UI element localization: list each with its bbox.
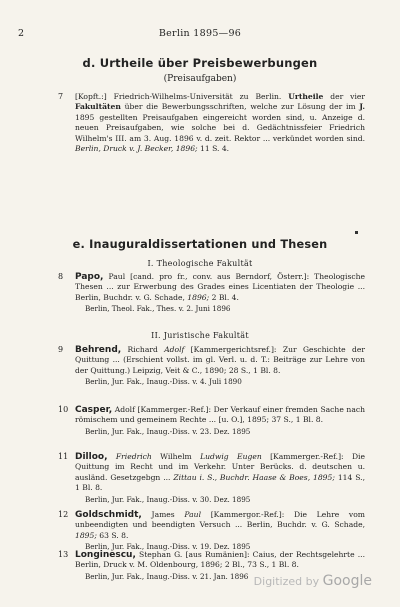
author-name: Behrend, bbox=[75, 345, 122, 355]
entry-number: 9 bbox=[58, 345, 64, 354]
entry-bold: Fakultäten bbox=[75, 102, 121, 112]
entry-number: 10 bbox=[58, 405, 69, 414]
author-name: Longinescu, bbox=[75, 550, 136, 560]
entry-text: der vier bbox=[323, 92, 365, 101]
entry-year: 1896; bbox=[187, 292, 210, 302]
watermark-prefix: Digitized by bbox=[253, 575, 320, 588]
author-name: Papo, bbox=[75, 272, 104, 282]
entry-location: Berlin, Jur. Fak., Inaug.-Diss. v. 30. Dez. 1895 bbox=[85, 494, 251, 504]
entry-text: 114 S., 1 Bl. 8. bbox=[75, 472, 365, 493]
entry-7 bbox=[58, 92, 365, 154]
entry-text: James bbox=[141, 510, 185, 519]
entry-imprint: Zittau i. S., Buchdr. Haase & Boes, 1895; bbox=[173, 472, 335, 482]
section-e-title: e. Inauguraldissertationen und Thesen bbox=[72, 238, 328, 251]
entry-italic: Paul bbox=[184, 510, 202, 519]
entry-location: Berlin, Jur. Fak., Inaug.-Diss. v. 23. Dez. 1895 bbox=[85, 426, 251, 436]
entry-text: Paul [cand. pro fr., conv. aus Berndorf, Österr.]: Theologische Thesen ... zur Erwerbung des Grades eines Licentiaten der Theologie ... Berlin, Buchdr. v. G. Schade, bbox=[75, 272, 365, 302]
entry-number: 12 bbox=[58, 510, 69, 519]
entry-text: [Kammergor.-Ref.]: Die Lehre vom unbeendigten und beendigten Versuch ... Berlin, Buchdr. v. G. Schade, bbox=[75, 510, 365, 530]
entry-10 bbox=[58, 405, 365, 437]
entry-location: Berlin, Jur. Fak., Inaug.-Diss. v. 21. Jan. 1896 bbox=[85, 571, 249, 581]
print-speck bbox=[355, 231, 358, 234]
author-name: Dilloo, bbox=[75, 452, 108, 462]
entry-9 bbox=[58, 345, 366, 388]
entry-text: Richard bbox=[121, 345, 165, 354]
entry-text: [Kopft.:] Friedrich-Wilhelms-Universität zu Berlin. bbox=[75, 92, 289, 101]
entry-italic: Ludwig Eugen bbox=[200, 452, 262, 461]
entry-imprint: Berlin, Druck v. J. Becker, 1896; bbox=[75, 144, 198, 154]
entry-text bbox=[108, 452, 116, 461]
entry-italic: Friedrich bbox=[115, 452, 152, 461]
entry-text: Adolf [Kammerger.-Ref.]: Der Verkauf einer fremden Sache nach römischem und gemeinem Rechte ... [u. O.], 1895; 37 S., 1 Bl. 8. bbox=[75, 405, 365, 425]
entry-text: [Kammergerichtsref.]: Zur Geschichte der Quittung ... (Erschient vollst. im gl. Verl. u. d. T.: Beiträge zur Lehre von der Quittung.) Leipzig, Veit & C., 1890; 28 S., 1 Bl. 8. bbox=[75, 345, 366, 375]
entry-text: [Kammerger.-Ref.]: Die Quittung im Recht und im Verkehr. Unter Berücks. d. deutschen u. ausländ. Gesetzgebgn ... bbox=[75, 452, 365, 482]
entry-text: 63 S. 8. bbox=[96, 530, 129, 540]
entry-text: Wilhelm bbox=[151, 452, 201, 461]
entry-bold: Urtheile bbox=[288, 92, 324, 101]
author-name: Goldschmidt, bbox=[75, 510, 142, 520]
entry-number: 13 bbox=[58, 550, 69, 559]
entry-number: 8 bbox=[58, 272, 64, 281]
entry-12 bbox=[58, 510, 365, 553]
digitization-watermark bbox=[254, 573, 372, 589]
entry-number: 7 bbox=[58, 92, 64, 101]
section-d-title: d. Urtheile über Preisbewerbungen bbox=[82, 56, 318, 70]
page-header bbox=[18, 28, 382, 42]
running-head: Berlin 1895—96 bbox=[158, 28, 242, 39]
entry-text: 2 Bl. 4. bbox=[209, 292, 239, 302]
entry-year: 1895; bbox=[75, 530, 97, 540]
entry-text: 11 S. 4. bbox=[197, 144, 230, 154]
entry-11 bbox=[58, 452, 365, 505]
entry-italic: Adolf bbox=[164, 345, 185, 354]
subsection-theology: I. Theologische Fakultät bbox=[147, 259, 253, 268]
author-name: Casper, bbox=[75, 405, 113, 415]
entry-text: 1895 gestellten Preisaufgaben eingereicht worden sind, u. Anzeige d. neuen Preisaufgaben, wie solche bei d. Gedächtnissfeier Friedrich Wilhelm's III. am 3. Aug. 1896 v. d. zeit. Rektor ... verkündet worden sind. bbox=[75, 112, 365, 143]
entry-8 bbox=[58, 272, 365, 315]
entry-number: 11 bbox=[58, 452, 69, 461]
page-number: 2 bbox=[18, 28, 25, 39]
entry-location: Berlin, Jur. Fak., Inaug.-Diss. v. 19. Dez. 1895 bbox=[85, 542, 251, 552]
subsection-law: II. Juristische Fakultät bbox=[151, 331, 249, 340]
entry-text: über die Bewerbungsschriften, welche zur Lösung der im bbox=[120, 102, 360, 112]
entry-text: Stephan G. [aus Rumänien]: Caius, der Rechtsgelehrte ... Berlin, Druck v. M. Oldenbourg, 1896; 2 Bl., 73 S., 1 Bl. 8. bbox=[75, 550, 365, 570]
entry-location: Berlin, Theol. Fak., Thes. v. 2. Juni 1896 bbox=[85, 304, 231, 314]
entry-bold: J. bbox=[359, 102, 365, 112]
watermark-brand: Google bbox=[322, 573, 372, 589]
entry-location: Berlin, Jur. Fak., Inaug.-Diss. v. 4. Juli 1890 bbox=[85, 377, 242, 387]
section-d-subtitle: (Preisaufgaben) bbox=[163, 74, 237, 84]
